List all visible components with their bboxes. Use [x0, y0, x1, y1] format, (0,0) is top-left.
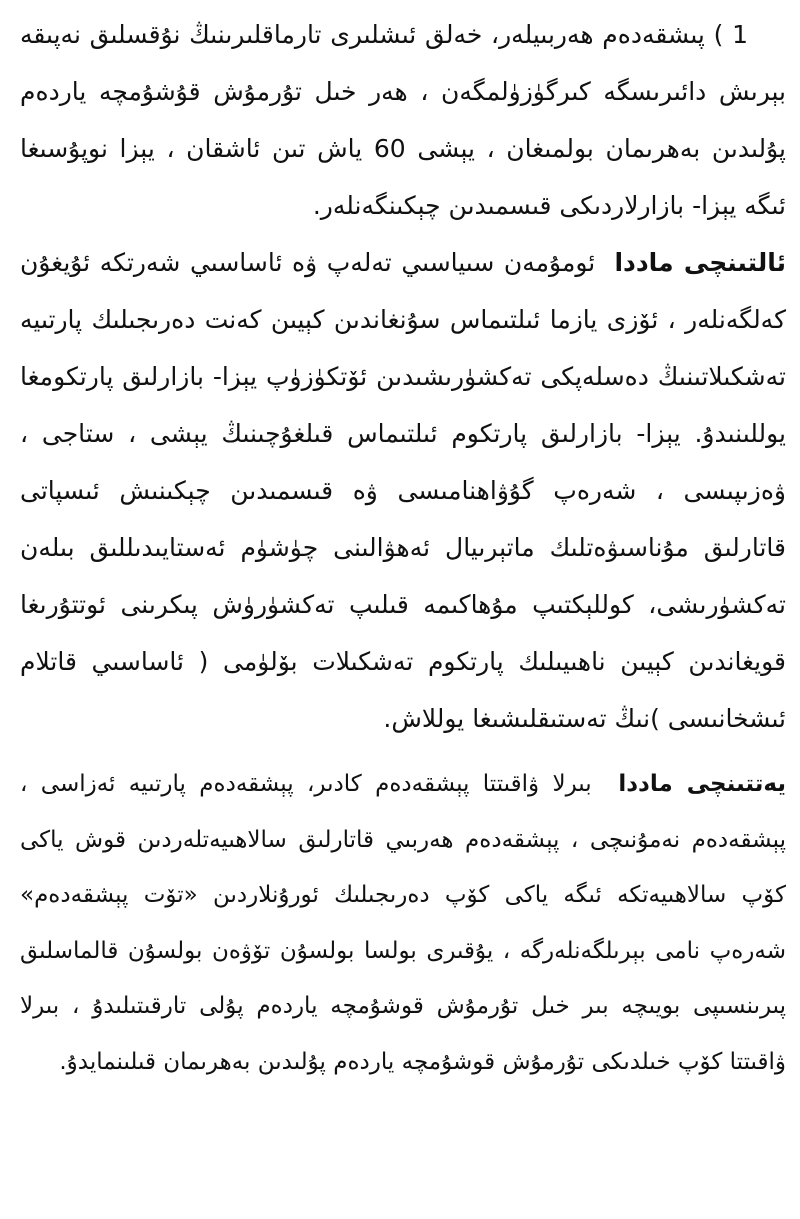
paragraph-article-6: [20, 234, 786, 747]
article-7-text: بىرلا ۋاقىتتا پېشقەدەم كادىر، پېشقەدەم پارتىيە ئەزاسى ، پېشقەدەم نەمۇنىچى ، پېشقەدەم ھەربىي قاتارلىق سالاھىيەتلەردىن قوش ياكى كۆپ سالاھىيەتكە ئىگە ياكى كۆپ دەرىجىلىك ئورۇنلاردىن «تۆت پېشقەدەم» شەرەپ نامى بېرىلگەنلەرگە ، يۇقىرى بولسا بولسۇن تۆۋەن بولسۇن قالماسلىق پىرىنسىپى بويىچە بىر خىل تۇرمۇش قوشۇمچە ياردەم پۇلى تارقىتىلىدۇ ، بىرلا ۋاقىتتا كۆپ خىلدىكى تۇرمۇش قوشۇمچە ياردەم پۇلىدىن بەھرىمان قىلىنمايدۇ.: [20, 771, 786, 1075]
article-7-heading: يەتتىنچى ماددا: [618, 771, 786, 797]
paragraph-1-text: 1 ) پىشقەدەم ھەربىيلەر، خەلق ئىشلىرى تارماقلىرىنىڭ نۇقسلىق نەپىقە بېرىش دائىرىسگە كىرگۈزۈلمگەن ، ھەر خىل تۇرمۇش قۇشۇمچە ياردەم پۇلىدىن بەھرىمان بولمىغان ، يېشى 60 ياش تىن ئاشقان ، يېزا نوپۇسىغا ئىگە يېزا- بازارلاردىكى قىسمىدىن چېكىنگەنلەر.: [20, 20, 786, 220]
paragraph-1: [20, 6, 786, 234]
article-6-heading: ئالتىنچى ماددا: [614, 248, 786, 277]
paragraph-spacer: [20, 747, 786, 757]
article-6-text: ئومۇمەن سىياسىي تەلەپ ۋە ئاساسىي شەرتكە ئۇيغۇن كەلگەنلەر ، ئۆزى يازما ئىلتىماس سۇنغاندىن كېيىن كەنت دەرىجىلىك پارتىيە تەشكىلاتىنىڭ دەسلەپكى تەكشۈرىشىدىن ئۆتكۈزۈپ يېزا- بازارلىق پارتكومغا يوللىنىدۇ. يېزا- بازارلىق پارتكوم ئىلتىماس قىلغۇچىنىڭ يېشى ، ستاجى ، ۋەزىپىسى ، شەرەپ گۇۋاھنامىسى ۋە قىسمىدىن چېكىنىش ئىسپاتى قاتارلىق مۇناسىۋەتلىك ماتېرىيال ئەھۋالىنى چۈشۈم ئەستايىدىللىق بىلەن تەكشۈرىشى، كوللېكتىپ مۇھاكىمە قىلىپ تەكشۈرۈش پىكرىنى ئوتتۇرىغا قويغاندىن كېيىن ناھىيىلىك پارتكوم تەشكىلات بۆلۈمى ( ئاساسىي قاتلام ئىشخانىسى )نىڭ تەستىقلىشىغا يوللاش.: [20, 248, 786, 733]
paragraph-article-7: [20, 757, 786, 1090]
